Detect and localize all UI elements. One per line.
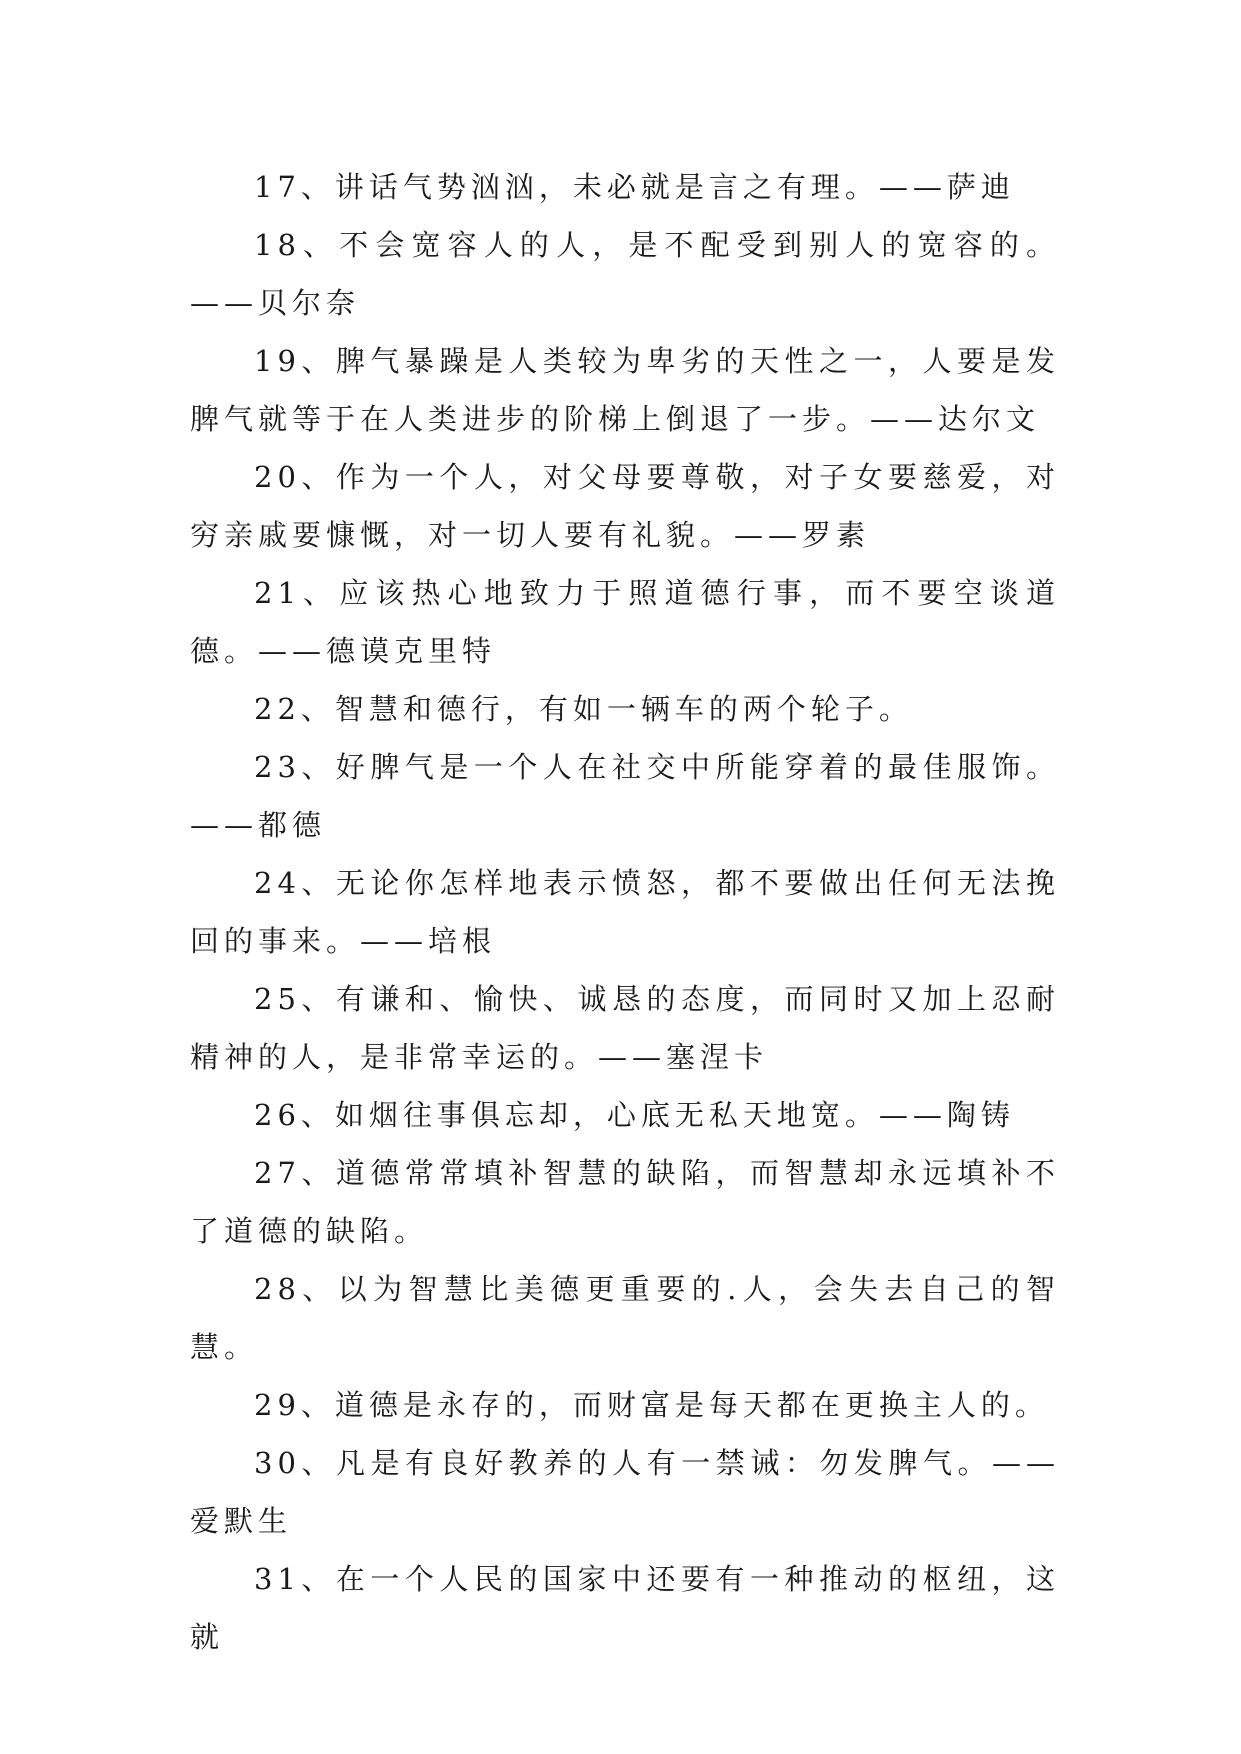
quote-22: 22、智慧和德行，有如一辆车的两个轮子。: [254, 692, 913, 726]
quote-21: 21、应该热心地致力于照道德行事，而不要空谈道德。——德谟克里特: [190, 576, 1060, 668]
quote-26: 26、如烟往事俱忘却，心底无私天地宽。——陶铸: [254, 1098, 1015, 1132]
quote-19: 19、脾气暴躁是人类较为卑劣的天性之一，人要是发脾气就等于在人类进步的阶梯上倒退了一步。——达尔文: [190, 344, 1060, 436]
quote-24: 24、无论你怎样地表示愤怒，都不要做出任何无法挽回的事来。——培根: [190, 866, 1060, 958]
quote-list: [190, 158, 1060, 1666]
quote-28: 28、以为智慧比美德更重要的.人，会失去自己的智慧。: [190, 1272, 1060, 1364]
quote-23: 23、好脾气是一个人在社交中所能穿着的最佳服饰。——都德: [190, 750, 1060, 842]
quote-29: 29、道德是永存的，而财富是每天都在更换主人的。: [254, 1388, 1049, 1422]
quote-20: 20、作为一个人，对父母要尊敬，对子女要慈爱，对穷亲戚要慷慨，对一切人要有礼貌。——罗素: [190, 460, 1060, 552]
quote-18: 18、不会宽容人的人，是不配受到别人的宽容的。——贝尔奈: [190, 228, 1060, 320]
quote-27: 27、道德常常填补智慧的缺陷，而智慧却永远填补不了道德的缺陷。: [190, 1156, 1060, 1248]
quote-30: 30、凡是有良好教养的人有一禁诫：勿发脾气。——爱默生: [190, 1446, 1060, 1538]
quote-25: 25、有谦和、愉快、诚恳的态度，而同时又加上忍耐精神的人，是非常幸运的。——塞涅卡: [190, 982, 1060, 1074]
quote-17: 17、讲话气势汹汹，未必就是言之有理。——萨迪: [254, 170, 1015, 204]
quote-31: 31、在一个人民的国家中还要有一种推动的枢纽，这就: [190, 1562, 1060, 1654]
